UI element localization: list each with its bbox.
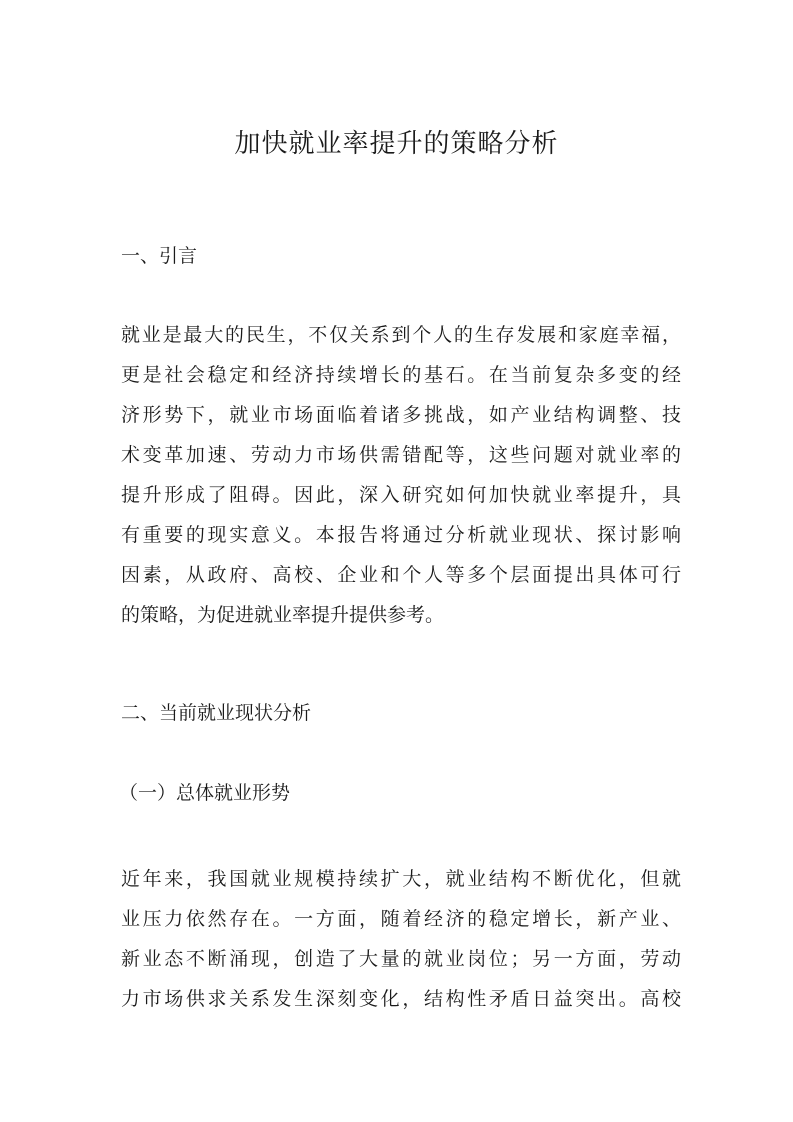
paragraph-line: 济形势下，就业市场面临着诸多挑战，如产业结构调整、技 bbox=[121, 404, 681, 426]
paragraph-line: 近年来，我国就业规模持续扩大，就业结构不断优化，但就 bbox=[121, 868, 681, 890]
section-heading-introduction: 一、引言 bbox=[121, 245, 198, 267]
paragraph-line: 新业态不断涌现，创造了大量的就业岗位；另一方面，劳动 bbox=[121, 948, 681, 970]
paragraph-line: 提升形成了阻碍。因此，深入研究如何加快就业率提升，具 bbox=[121, 484, 681, 506]
paragraph-line: 的策略，为促进就业率提升提供参考。 bbox=[121, 604, 445, 626]
paragraph-line: 更是社会稳定和经济持续增长的基石。在当前复杂多变的经 bbox=[121, 364, 681, 386]
paragraph-overall-situation bbox=[121, 859, 681, 1019]
paragraph-line: 就业是最大的民生，不仅关系到个人的生存发展和家庭幸福， bbox=[121, 324, 681, 346]
paragraph-line: 业压力依然存在。一方面，随着经济的稳定增长，新产业、 bbox=[121, 908, 681, 930]
paragraph-line: 有重要的现实意义。本报告将通过分析就业现状、探讨影响 bbox=[121, 524, 681, 546]
section-heading-current-employment: 二、当前就业现状分析 bbox=[121, 702, 312, 724]
subsection-heading-overall-situation: （一）总体就业形势 bbox=[119, 782, 291, 804]
paragraph-line: 力市场供求关系发生深刻变化，结构性矛盾日益突出。高校 bbox=[121, 988, 681, 1010]
paragraph-introduction bbox=[121, 315, 681, 635]
paragraph-line: 因素，从政府、高校、企业和个人等多个层面提出具体可行 bbox=[121, 564, 681, 586]
document-title: 加快就业率提升的策略分析 bbox=[234, 129, 559, 159]
paragraph-line: 术变革加速、劳动力市场供需错配等，这些问题对就业率的 bbox=[121, 444, 681, 466]
